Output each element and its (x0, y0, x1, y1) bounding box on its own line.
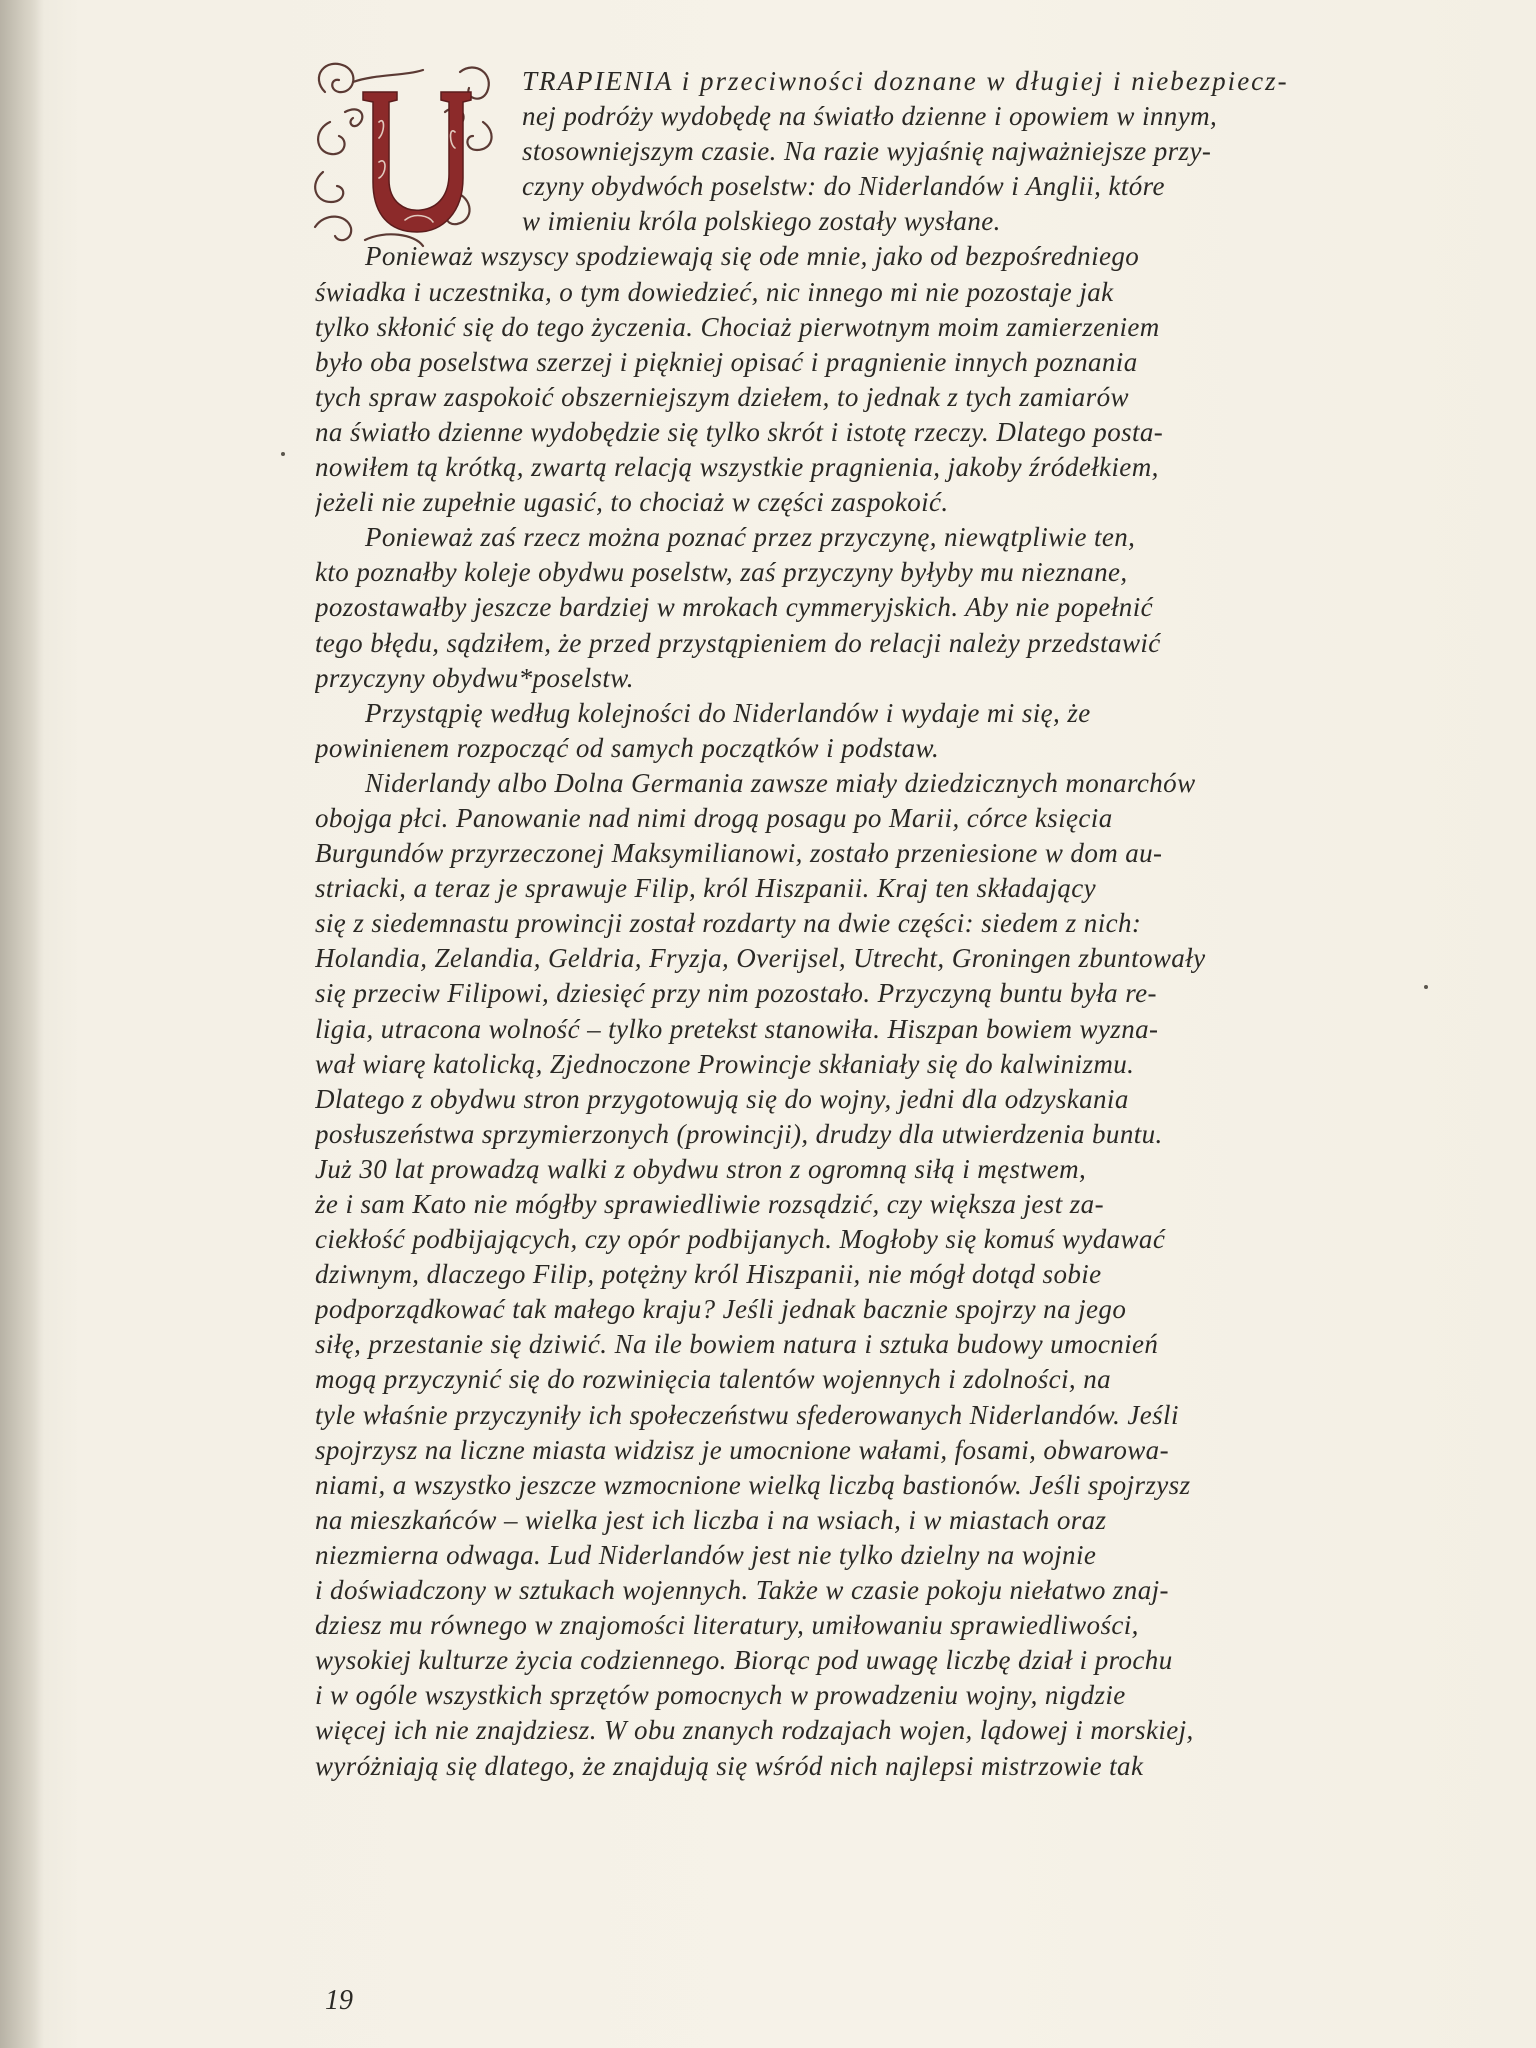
text-line: wał wiarę katolicką, Zjednoczone Prowincje skłaniały się do kalwinizmu. (315, 1048, 1135, 1079)
text-line: w imieniu króla polskiego zostały wysłane. (522, 206, 1001, 237)
text-line: nowiłem tą krótką, zwartą relacją wszystkie pragnienia, jakoby źródełkiem, (315, 452, 1159, 483)
text-line: więcej ich nie znajdziesz. W obu znanych rodzajach wojen, lądowej i morskiej, (315, 1715, 1194, 1746)
text-line: czyny obydwóch poselstw: do Niderlandów i Anglii, które (522, 171, 1165, 202)
text-line: tyle właśnie przyczyniły ich społeczeństwu sfederowanych Niderlandów. Jeśli (315, 1399, 1179, 1430)
text-line: ligia, utracona wolność – tylko pretekst stanowiła. Hiszpan bowiem wyzna- (315, 1013, 1159, 1044)
text-line: nej podróży wydobędę na światło dzienne i opowiem w innym, (522, 101, 1218, 132)
text-line: tylko skłonić się do tego życzenia. Chociaż pierwotnym moim zamierzeniem (315, 311, 1160, 342)
text-line: wyróżniają się dlatego, że znajdują się wśród nich najlepsi mistrzowie tak (315, 1750, 1144, 1781)
text-line: że i sam Kato nie mógłby sprawiedliwie rozsądzić, czy większa jest za- (315, 1189, 1104, 1219)
paragraph-start-line: Niderlandy albo Dolna Germania zawsze miały dziedzicznych monarchów (365, 767, 1196, 798)
speck-mark (1424, 985, 1428, 989)
text-line: posłuszeństwa sprzymierzonych (prowincji), drudzy dla utwierdzenia buntu. (315, 1118, 1163, 1149)
text-line: na światło dzienne wydobędzie się tylko skrót i istotę rzeczy. Dlatego posta- (315, 416, 1164, 447)
text-line: tego błędu, sądziłem, że przed przystąpieniem do relacji należy przedstawić (315, 627, 1161, 658)
text-line: kto poznałby koleje obydwu poselstw, zaś przyczyny byłyby mu nieznane, (315, 557, 1128, 588)
text-line: Holandia, Zelandia, Geldria, Fryzja, Overijsel, Utrecht, Groningen zbuntowały (315, 943, 1206, 974)
paragraph-start-line: Przystąpię według kolejności do Niderlandów i wydaje mi się, że (365, 697, 1091, 728)
text-line: Dlatego z obydwu stron przygotowują się do wojny, jedni dla odzyskania (315, 1083, 1129, 1114)
text-line: wysokiej kulturze życia codziennego. Biorąc pod uwagę liczbę dział i prochu (315, 1645, 1173, 1676)
speck-mark (281, 452, 285, 456)
text-line: powinienem rozpocząć od samych początków i podstaw. (315, 732, 940, 763)
text-line: podporządkować tak małego kraju? Jeśli jednak bacznie spojrzy na jego (315, 1294, 1127, 1325)
text-line: ciekłość podbijających, czy opór podbijanych. Mogłoby się komuś wydawać (315, 1224, 1166, 1255)
text-line: striacki, a teraz je sprawuje Filip, król Hiszpanii. Kraj ten składający (315, 873, 1097, 904)
text-line: świadka i uczestnika, o tym dowiedzieć, nic innego mi nie pozostaje jak (315, 276, 1114, 307)
text-line: TRAPIENIA i przeciwności doznane w długiej i niebezpiecz- (522, 66, 1289, 96)
text-line: niami, a wszystko jeszcze wzmocnione wielką liczbą bastionów. Jeśli spojrzysz (315, 1469, 1191, 1500)
text-line: stosowniejszym czasie. Na razie wyjaśnię najważniejsze przy- (522, 136, 1212, 167)
text-line: się przeciw Filipowi, dziesięć przy nim pozostało. Przyczyną buntu była re- (315, 978, 1157, 1009)
text-line: dziesz mu równego w znajomości literatury, umiłowaniu sprawiedliwości, (315, 1610, 1139, 1641)
text-line: przyczyny obydwu*poselstw. (315, 662, 634, 693)
page-number: 19 (325, 1985, 353, 2016)
text-line: tych spraw zaspokoić obszerniejszym dziełem, to jednak z tych zamiarów (315, 381, 1129, 412)
text-line: dziwnym, dlaczego Filip, potężny król Hiszpanii, nie mógł dotąd sobie (315, 1259, 1102, 1290)
text-line: obojga płci. Panowanie nad nimi drogą posagu po Marii, córce księcia (315, 802, 1113, 833)
page-text (315, 64, 1460, 1784)
text-line: niezmierna odwaga. Lud Niderlandów jest nie tylko dzielny na wojnie (315, 1539, 1097, 1570)
paragraph-start-line: Ponieważ zaś rzecz można poznać przez przyczynę, niewątpliwie ten, (365, 522, 1136, 553)
text-line: pozostawałby jeszcze bardziej w mrokach cymmeryjskich. Aby nie popełnić (315, 592, 1153, 623)
text-line: siłę, przestanie się dziwić. Na ile bowiem natura i sztuka budowy umocnień (315, 1329, 1159, 1360)
book-binding-shadow (0, 0, 44, 2048)
text-line: mogą przyczynić się do rozwinięcia talentów wojennych i zdolności, na (315, 1364, 1112, 1395)
paragraph-start-line: Ponieważ wszyscy spodziewają się ode mnie, jako od bezpośredniego (365, 241, 1140, 272)
text-line: się z siedemnastu prowincji został rozdarty na dwie części: siedem z nich: (315, 908, 1142, 939)
text-line: i w ogóle wszystkich sprzętów pomocnych w prowadzeniu wojny, nigdzie (315, 1680, 1126, 1711)
text-line: Burgundów przyrzeczonej Maksymilianowi, zostało przeniesione w dom au- (315, 838, 1163, 869)
text-line: spojrzysz na liczne miasta widzisz je umocnione wałami, fosami, obwarowa- (315, 1434, 1169, 1465)
text-line: było oba poselstwa szerzej i piękniej opisać i pragnienie innych poznania (315, 346, 1138, 377)
text-line: na mieszkańców – wielka jest ich liczba i na wsiach, i w miastach oraz (315, 1504, 1107, 1535)
text-line: Już 30 lat prowadzą walki z obydwu stron z ogromną siłą i męstwem, (315, 1153, 1087, 1184)
text-line: i doświadczony w sztukach wojennych. Także w czasie pokoju niełatwo znaj- (315, 1575, 1169, 1606)
text-line: jeżeli nie zupełnie ugasić, to chociaż w części zaspokoić. (315, 487, 949, 518)
